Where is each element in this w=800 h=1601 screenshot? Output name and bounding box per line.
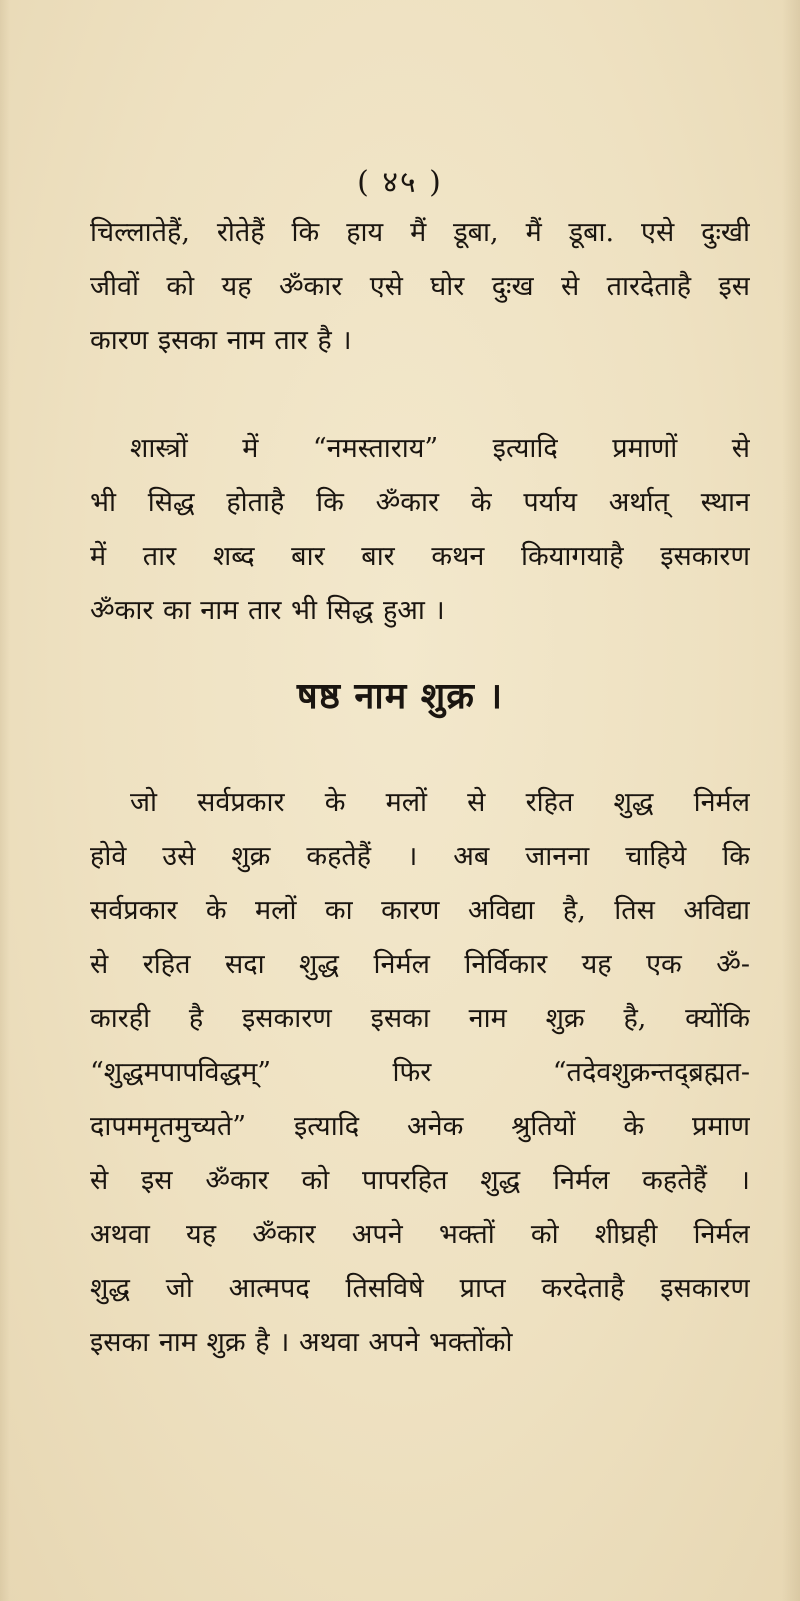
- text-line: शुद्ध जो आत्मपद तिसविषे प्राप्त करदेताहै इसकारण: [90, 1273, 750, 1304]
- text-line: जीवों को यह ॐकार एसे घोर दुःख से तारदेताहै इस: [90, 271, 750, 302]
- text-line: अथवा यह ॐकार अपने भक्तों को शीघ्रही निर्मल: [90, 1219, 750, 1250]
- text-line: से रहित सदा शुद्ध निर्मल निर्विकार यह एक ॐ-: [90, 949, 750, 980]
- page-number: ( ४५ ): [357, 165, 443, 200]
- text-line: दापममृतमुच्यते” इत्यादि अनेक श्रुतियों के प्रमाण: [90, 1111, 750, 1142]
- text-line: “शुद्धमपापविद्धम्” फिर “तदेवशुक्रन्तद्ब्रह्मत-: [90, 1057, 750, 1088]
- text-line: कारण इसका नाम तार है ।: [90, 325, 352, 356]
- text-line: इसका नाम शुक्र है । अथवा अपने भक्तोंको: [90, 1327, 513, 1358]
- paragraph-tar-meaning: [90, 206, 750, 368]
- paragraph-scripture-proof: [90, 422, 750, 638]
- text-line: होवे उसे शुक्र कहतेहैं । अब जानना चाहिये कि: [90, 841, 750, 872]
- text-line: जो सर्वप्रकार के मलों से रहित शुद्ध निर्मल: [130, 787, 750, 818]
- text-line: में तार शब्द बार बार कथन कियागयाहै इसकारण: [90, 541, 750, 572]
- page-edge-shadow: [782, 0, 800, 1601]
- section-heading: षष्ठ नाम शुक्र ।: [296, 675, 504, 717]
- text-line: ॐकार का नाम तार भी सिद्ध हुआ ।: [90, 595, 445, 626]
- text-line: से इस ॐकार को पापरहित शुद्ध निर्मल कहतेहैं ।: [90, 1165, 750, 1196]
- text-line: कारही है इसकारण इसका नाम शुक्र है, क्योंकि: [90, 1003, 750, 1034]
- text-line: शास्त्रों में “नमस्ताराय” इत्यादि प्रमाणों से: [130, 433, 750, 464]
- text-line: भी सिद्ध होताहै कि ॐकार के पर्याय अर्थात् स्थान: [90, 487, 750, 518]
- page-gutter-shadow: [0, 0, 10, 1601]
- text-line: सर्वप्रकार के मलों का कारण अविद्या है, तिस अविद्या: [90, 895, 750, 926]
- paragraph-shukra-meaning: [90, 776, 750, 1370]
- text-line: चिल्लातेहैं, रोतेहैं कि हाय मैं डूबा, मैं डूबा. एसे दुःखी: [90, 217, 750, 248]
